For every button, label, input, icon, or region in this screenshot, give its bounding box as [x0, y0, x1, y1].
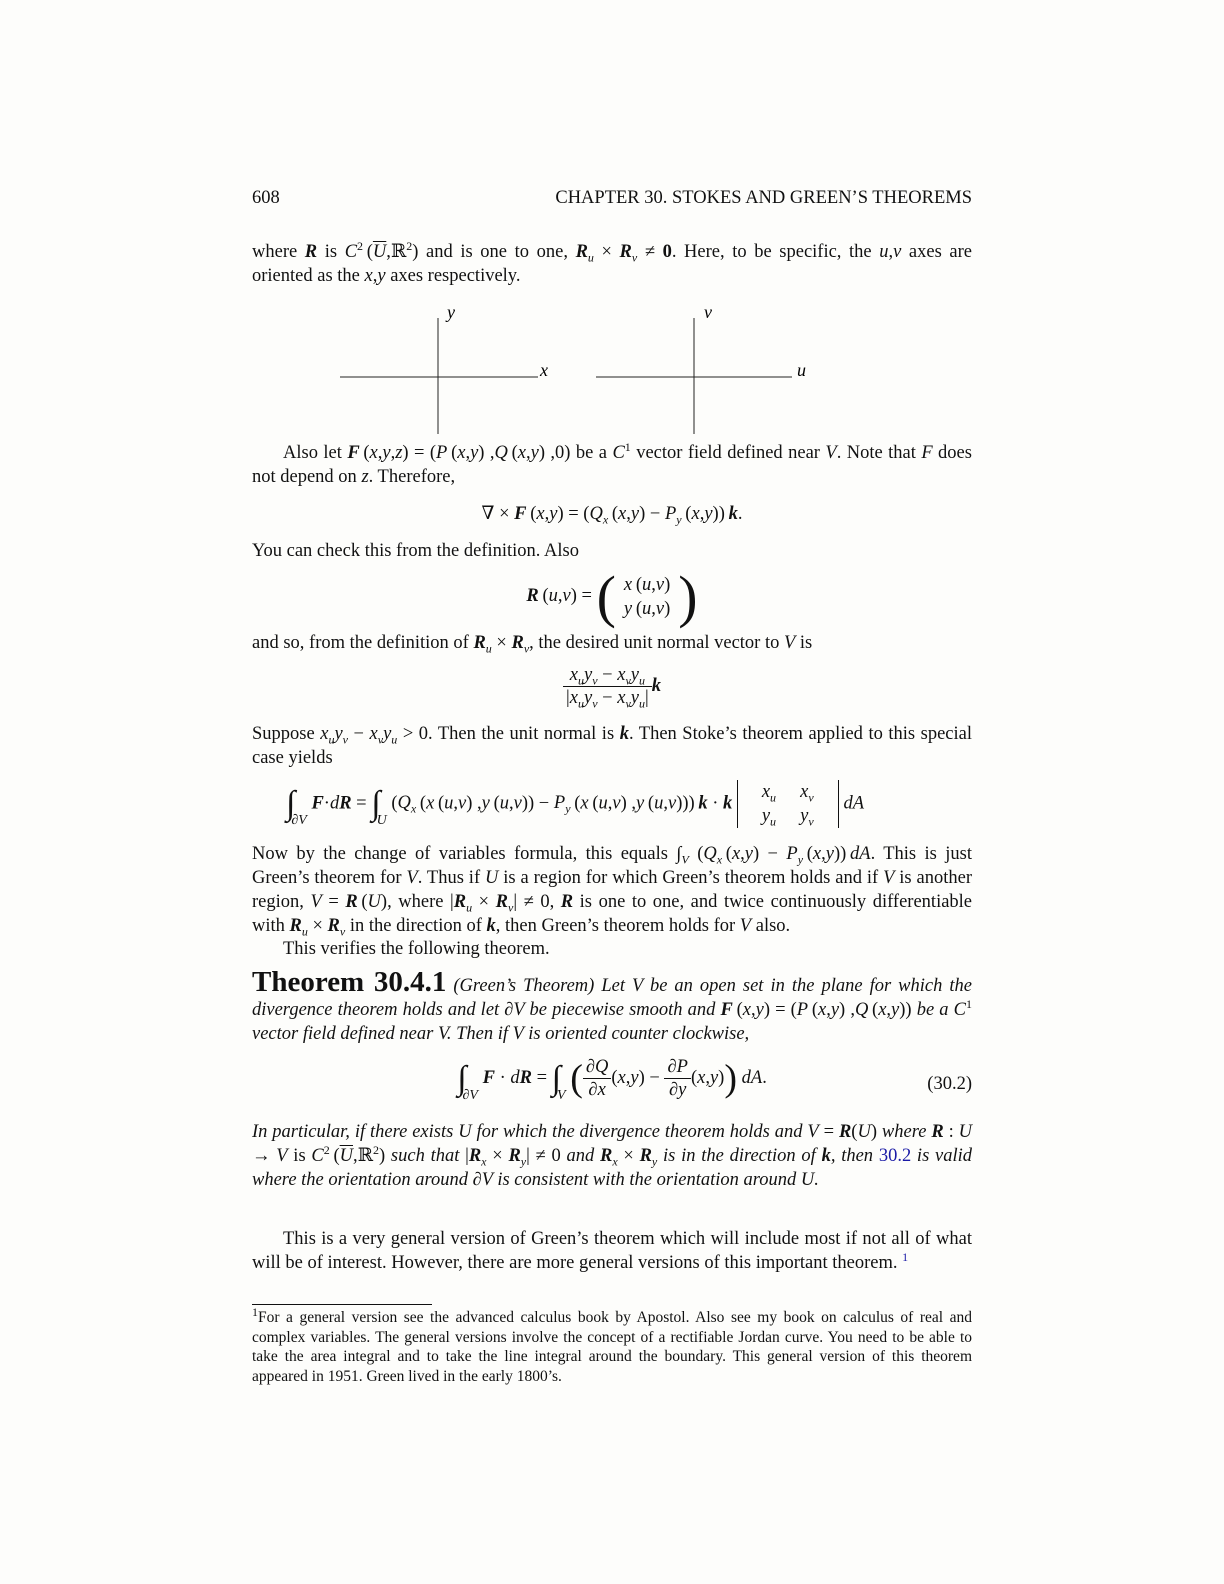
curl-equation: ∇ × F $(x,y) = (Q_x$ $(x,y) - P_y$ (x,y)) k.: [481, 504, 743, 527]
equation-ref-link[interactable]: 30.2: [878, 1146, 912, 1166]
normal-paragraph: and so, from the definition of $R_u \times R_v$, the desired unit normal vector to V is: [252, 633, 813, 656]
running-header: [252, 186, 972, 210]
xy-axes: [340, 302, 548, 434]
footnote-mark: 1: [252, 1304, 258, 1319]
u-axis-label: u: [797, 360, 806, 380]
y-axis-label: y: [447, 302, 455, 322]
suppose-paragraph: Suppose $x_uy_v - x_vy_u > 0$. Then the unit normal is k. Then Stoke’s theorem applied to this special case yields: [252, 724, 973, 768]
x-axis-label: x: [540, 360, 548, 380]
v-axis-label: v: [704, 302, 712, 322]
theorem-particular-paragraph: In particular, if there exists U for which the divergence theorem holds and V = R(U) where R : U → V is $C^2$ $(\overline{U},ℝ^2)$ such that $|R_x \times R_y| \ne 0$ and $R_x \times R_y$ is in the direction of k, then 30.2 is valid where the orientation around ∂V is consistent with the orientation around U.: [252, 1122, 973, 1190]
footnote-text: For a general version see the advanced calculus book by Apostol. Also see my book on calculus of real and complex variables. The general versions involve the concept of a rectifiable Jordan curve. You need to be able to take the area integral and to take the line integral around the boundary. This general version of this theorem appeared in 1951. Green lived in the early 1800’s.: [252, 1309, 972, 1385]
general-version-paragraph: This is a very general version of Green’s theorem which will include most if not all of what will be of interest. However, there are more general versions of this important theorem. $^1$: [252, 1229, 972, 1273]
theorem-title: Theorem 30.4.1: [252, 966, 447, 998]
change-of-variables-paragraph: Now by the change of variables formula, this equals $\int_V$ ($Q_x$ $(x,y) - P_y$ (x,y)) dA. This is just Green’s theorem for V. Thus if U is a region for which Green’s theorem holds and if V is another region, V = R (U), where $|R_u \times R_v| \ne 0$, R is one to one, and twice continuously differentiable with $R_u \times R_v$ in the direction of k, then Green’s theorem holds for V also.: [252, 844, 973, 939]
vector-field-paragraph: Also let F (x,y,z) = (P (x,y) ,Q (x,y) ,0) be a $C^1$ vector field defined near V. Note that F does not depend on z. Therefore,: [252, 439, 972, 487]
chapter-title: CHAPTER 30. STOKES AND GREEN’S THEOREMS: [555, 188, 972, 208]
equation-number: (30.2): [927, 1074, 972, 1094]
footnote-ref-link[interactable]: 1: [902, 1249, 909, 1264]
page-number: 608: [252, 188, 280, 208]
axes-figure: [330, 300, 830, 440]
greens-theorem-equation: $\int_{\partial V}$ F · dR = $\int_V$ ( $\frac{\partial Q}{\partial x}$ (x,y) − $\frac{\partial P}{\partial y}$ (x,y)) dA. (30.2): [457, 1057, 972, 1103]
uv-axes: [596, 302, 806, 434]
footnote-divider: [252, 1304, 432, 1305]
verifies-paragraph: This verifies the following theorem.: [283, 939, 550, 959]
intro-paragraph: where R is $C^2$ $(\overline{U},ℝ^2)$ and is one to one, $R_u \times R_v \ne 0$. Here, to be specific, the u,v axes are oriented as the x,y axes respectively.: [252, 238, 972, 286]
theorem-name: (Green’s Theorem): [453, 976, 595, 996]
unit-normal-equation: $\frac{x_uy_v - x_vy_u}{|x_uy_v - x_vy_u|}$ k: [252, 664, 972, 709]
check-paragraph: You can check this from the definition. Also: [252, 541, 579, 561]
footnote: [252, 1304, 972, 1386]
parametrization-equation: R (u,v) = ( x (u,v) y (u,v) ): [526, 563, 698, 629]
theorem-block: Theorem 30.4.1 (Green’s Theorem) Let V be an open set in the plane for which the divergence theorem holds and let ∂V be piecewise smooth and F (x,y) = (P (x,y) ,Q (x,y)) be a $C^1$ vector field defined near V. Then if V is oriented counter clockwise,: [252, 966, 972, 1044]
stokes-special-case-equation: $\int_{\partial V}$ $F\cdot dR = \int_U$ ($Q_x$ (x (u,v) ,y $(u,v)) - P_y$ (x (u,v) ,y (u,v))) k · k $x_u$ $x_v$ $y_u$ $y_v$ dA: [286, 782, 865, 829]
